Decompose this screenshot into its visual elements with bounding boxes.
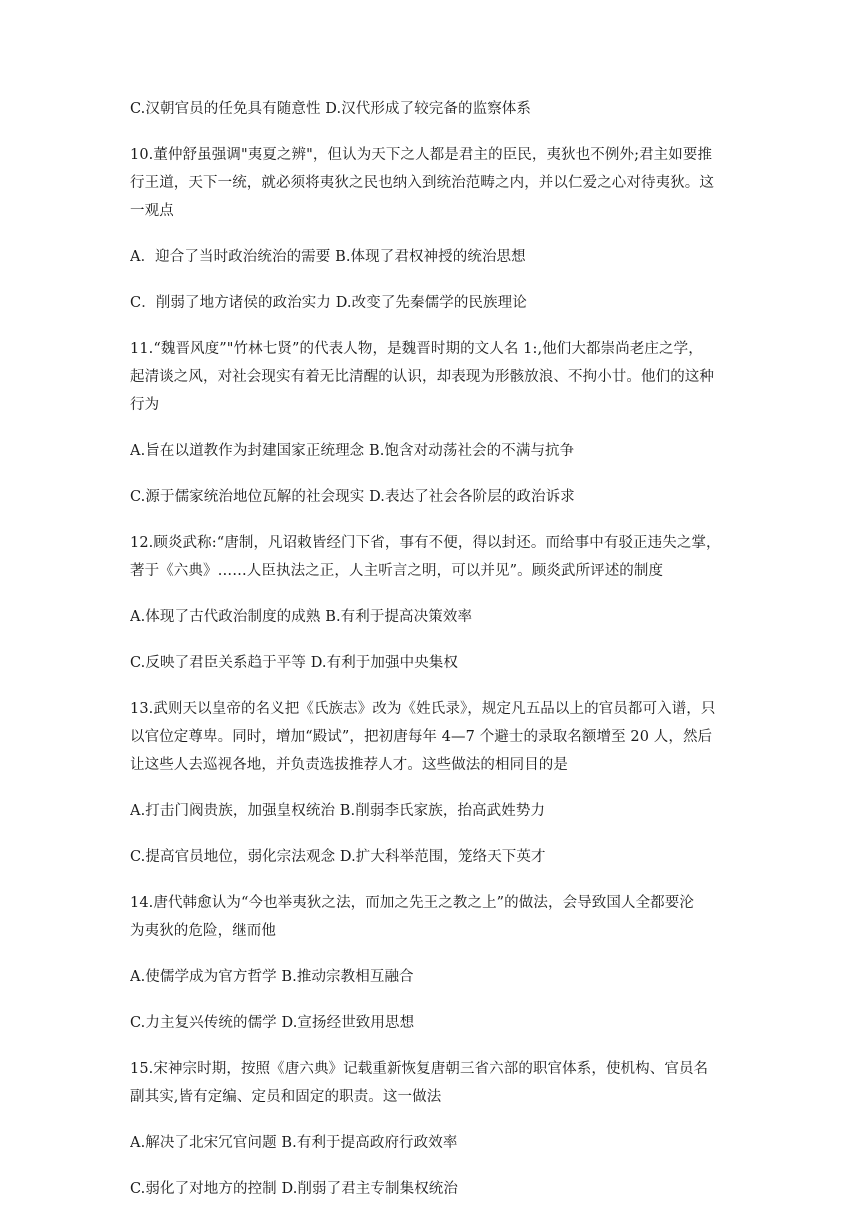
- question-stem-line: 让这些人去巡视各地，并负责选拔推荐人才。这些做法的相同目的是: [130, 757, 568, 773]
- question-14: [130, 890, 734, 1036]
- question-stem-line: 11.“魏晋风度”"竹林七贤”的代表人物，是魏晋时期的文人名 1:,他们大都崇尚老庄之学，: [130, 341, 703, 357]
- question-option-line: A.旨在以道教作为封建国家正统理念 B.饱含对动荡社会的不满与抗争: [130, 443, 575, 459]
- question-option-line: C.源于儒家统治地位瓦解的社会现实 D.表达了社会各阶层的政治诉求: [130, 489, 575, 505]
- question-stem-line: 一观点: [130, 203, 174, 219]
- question-stem-line: 副其实,皆有定编、定员和固定的职责。这一做法: [130, 1089, 442, 1105]
- question-stem-line: 行为: [130, 397, 160, 413]
- question-option-line: C.弱化了对地方的控制 D.削弱了君主专制集权统治: [130, 1181, 459, 1197]
- question-option-line: A.解决了北宋冗官问题 B.有利于提高政府行政效率: [130, 1135, 458, 1151]
- question-stem-line: 10.董仲舒虽强调"夷夏之辨"，但认为天下之人都是君主的臣民，夷狄也不例外;君主如要推: [130, 147, 713, 163]
- question-option-line: C．削弱了地方诸侯的政治实力 D.改变了先秦儒学的民族理论: [130, 295, 527, 311]
- question-stem-line: 著于《六典》……人臣执法之正，人主听言之明，可以并见”。顾炎武所评述的制度: [130, 563, 664, 579]
- question-stem-line: 14.唐代韩愈认为“今也举夷狄之法，而加之先王之教之上”的做法，会导致国人全都要沦: [130, 895, 694, 911]
- question-option-line: A．迎合了当时政治统治的需要 B.体现了君权神授的统治思想: [130, 249, 526, 265]
- question-option-line: A.体现了古代政治制度的成熟 B.有利于提高决策效率: [130, 609, 473, 625]
- question-stem-line: 为夷狄的危险，继而他: [130, 923, 276, 939]
- question-stem-line: 行王道，天下一统，就必须将夷狄之民也纳入到统治范畴之内，并以仁爱之心对待夷狄。这: [130, 175, 714, 191]
- question-12: [130, 530, 734, 676]
- question-option-line: C.反映了君臣关系趋于平等 D.有利于加强中央集权: [130, 655, 459, 671]
- question-option-line: C.提高官员地位，弱化宗法观念 D.扩大科举范围，笼络天下英才: [130, 849, 546, 865]
- question-15: [130, 1056, 734, 1202]
- question-option-line: A.打击门阀贵族，加强皇权统治 B.削弱李氏家族，抬高武姓势力: [130, 803, 546, 819]
- question-11: [130, 336, 734, 510]
- question-stem-line: 15.宋神宗时期，按照《唐六典》记载重新恢复唐朝三省六部的职官体系，使机构、官员名: [130, 1061, 709, 1077]
- question-stem-line: 12.顾炎武称:“唐制，凡诏敕皆经门下省，事有不便，得以封还。而给事中有驳正违失之掌，: [130, 535, 721, 551]
- question-stem-line: 13.武则天以皇帝的名义把《氏族志》改为《姓氏录》，规定凡五品以上的官员都可入谱，只: [130, 701, 716, 717]
- question-10: [130, 142, 734, 316]
- question-stem-line: 起清谈之风，对社会现实有着无比清醒的认识，却表现为形骸放浪、不拘小廿。他们的这种: [130, 369, 714, 385]
- question-13: [130, 696, 734, 870]
- top-options-line: C.汉朝官员的任免具有随意性 D.汉代形成了较完备的监察体系: [130, 101, 532, 117]
- question-stem-line: 以官位定尊卑。同时，增加“殿试”，把初唐每年 4—7 个避士的录取名额增至 20 人，然后: [130, 729, 713, 745]
- question-option-line: C.力主复兴传统的儒学 D.宣扬经世致用思想: [130, 1015, 415, 1031]
- question-option-line: A.使儒学成为官方哲学 B.推动宗教相互融合: [130, 969, 414, 985]
